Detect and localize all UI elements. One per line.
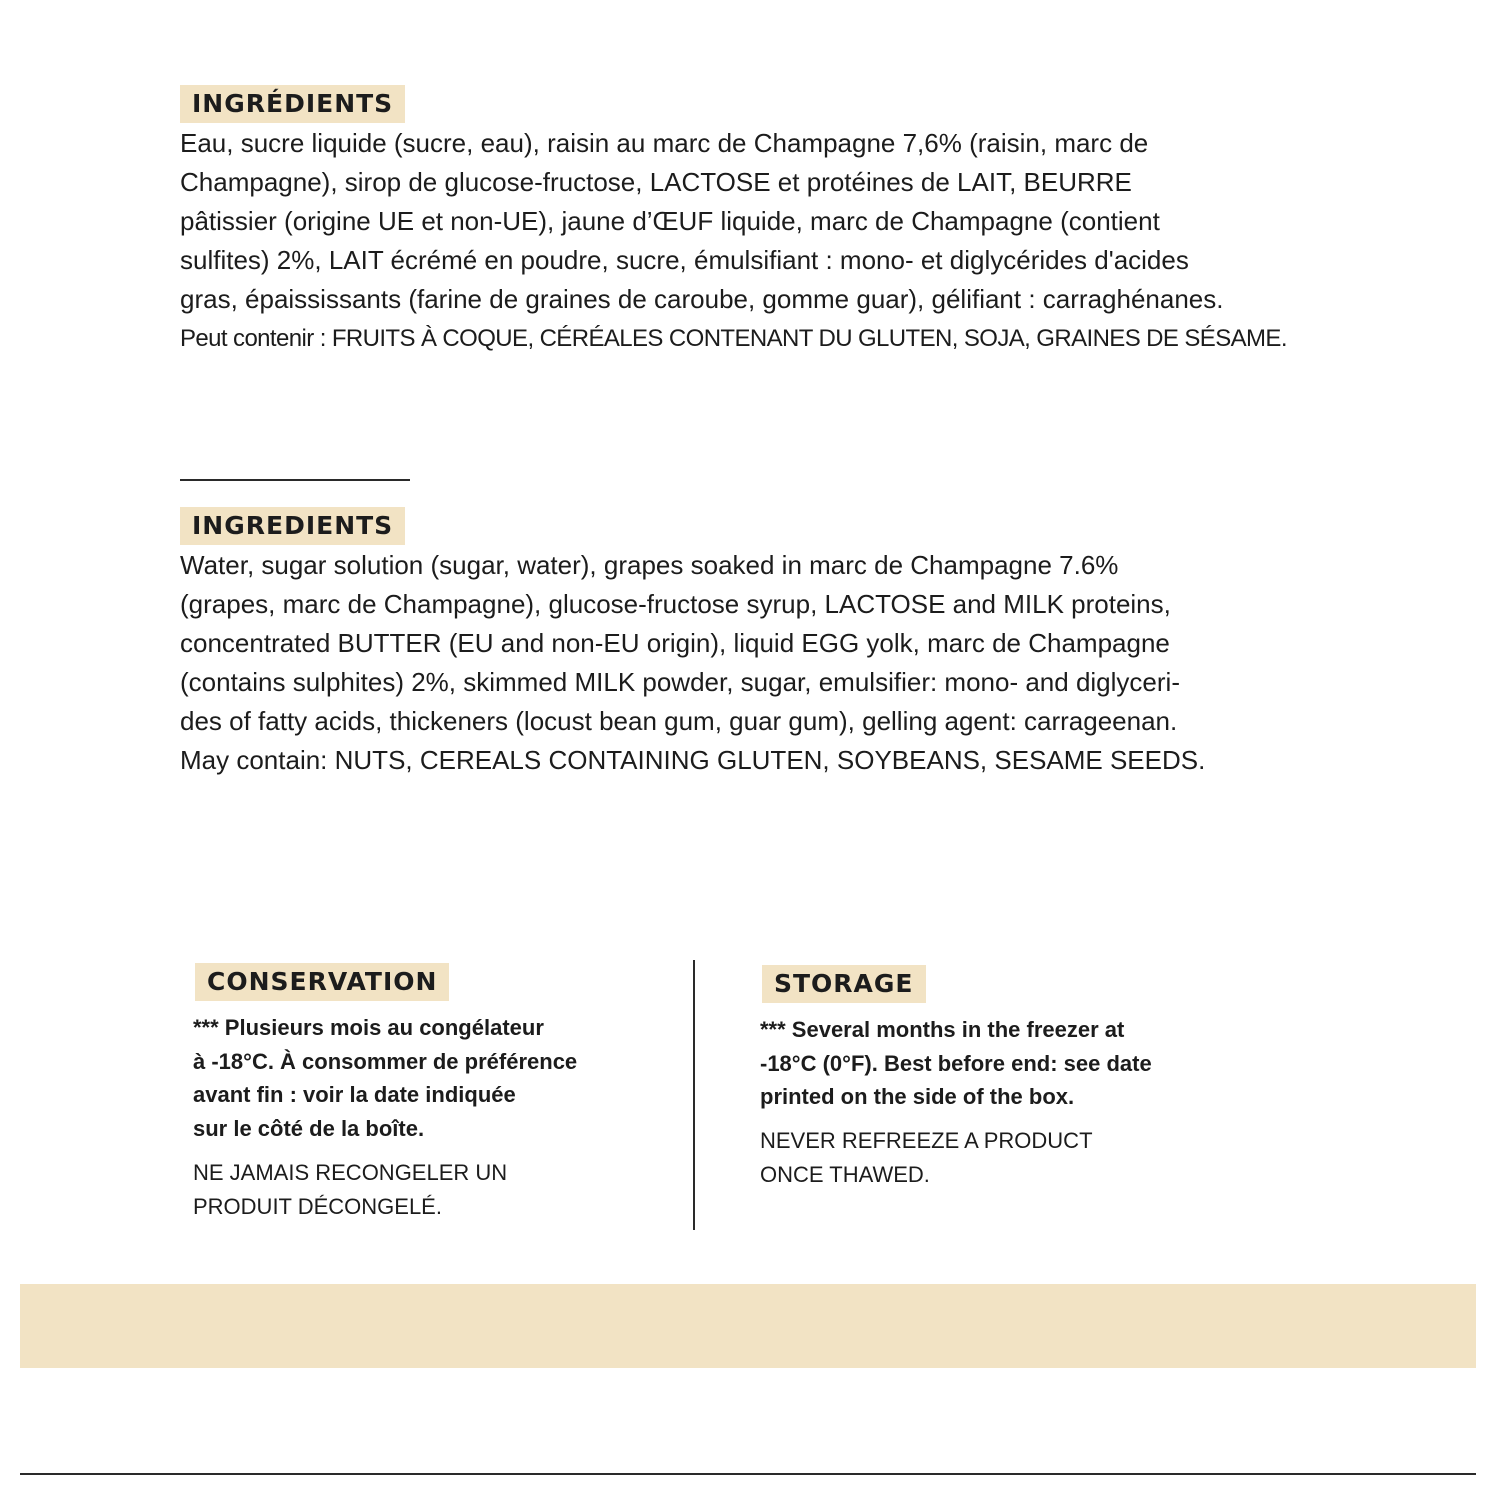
conservation-warning	[193, 1156, 663, 1223]
conservation-heading: CONSERVATION	[195, 963, 449, 1001]
ingredients-fr-heading: INGRÉDIENTS	[180, 85, 405, 123]
storage-text	[760, 1013, 1240, 1114]
conservation-warning-line: PRODUIT DÉCONGELÉ.	[193, 1193, 442, 1219]
ingredients-en-line: concentrated BUTTER (EU and non-EU origin), liquid EGG yolk, marc de Champagne	[180, 628, 1170, 658]
ingredients-en-text	[180, 546, 1300, 780]
ingredients-fr-line: gras, épaississants (farine de graines de caroube, gomme guar), gélifiant : carraghénanes.	[180, 284, 1224, 314]
storage-warning	[760, 1124, 1240, 1191]
ingredients-en-line: (grapes, marc de Champagne), glucose-fructose syrup, LACTOSE and MILK proteins,	[180, 589, 1171, 619]
ingredients-fr-line: sulfites) 2%, LAIT écrémé en poudre, sucre, émulsifiant : mono- et diglycérides d'acides	[180, 245, 1189, 275]
may-contain-fr: Peut contenir : FRUITS À COQUE, CÉRÉALES CONTENANT DU GLUTEN, SOJA, GRAINES DE SÉSAME.	[180, 325, 1287, 352]
storage-line: -18°C (0°F). Best before end: see date	[760, 1050, 1152, 1076]
ingredients-en-heading: INGREDIENTS	[180, 507, 405, 545]
conservation-line: à -18°C. À consommer de préférence	[193, 1048, 578, 1074]
storage-warning-line: ONCE THAWED.	[760, 1161, 930, 1187]
bottom-rule	[20, 1473, 1476, 1475]
ingredients-fr-line: Champagne), sirop de glucose-fructose, LACTOSE et protéines de LAIT, BEURRE	[180, 167, 1132, 197]
storage-line: printed on the side of the box.	[760, 1084, 1075, 1109]
ingredients-en-line: Water, sugar solution (sugar, water), grapes soaked in marc de Champagne 7.6%	[180, 550, 1119, 580]
conservation-line: *** Plusieurs mois au congélateur	[193, 1015, 544, 1040]
conservation-line: avant fin : voir la date indiquée	[193, 1082, 516, 1107]
ingredients-fr-text	[180, 124, 1300, 358]
conservation-line: sur le côté de la boîte.	[193, 1115, 425, 1141]
may-contain-en: May contain: NUTS, CEREALS CONTAINING GLUTEN, SOYBEANS, SESAME SEEDS.	[180, 745, 1206, 775]
ingredients-fr-line: pâtissier (origine UE et non-UE), jaune d’ŒUF liquide, marc de Champagne (contient	[180, 206, 1160, 236]
storage-heading: STORAGE	[762, 965, 926, 1003]
storage-vertical-divider	[693, 960, 695, 1230]
conservation-text	[193, 1011, 663, 1145]
storage-warning-line: NEVER REFREEZE A PRODUCT	[760, 1128, 1093, 1153]
ingredients-en-line: (contains sulphites) 2%, skimmed MILK powder, sugar, emulsifier: mono- and diglyceri-	[180, 667, 1180, 697]
conservation-warning-line: NE JAMAIS RECONGELER UN	[193, 1160, 508, 1185]
ingredients-fr-line: Eau, sucre liquide (sucre, eau), raisin au marc de Champagne 7,6% (raisin, marc de	[180, 128, 1149, 158]
storage-line: *** Several months in the freezer at	[760, 1017, 1125, 1042]
section-divider	[180, 479, 410, 481]
ingredients-en-line: des of fatty acids, thickeners (locust bean gum, guar gum), gelling agent: carrageenan.	[180, 706, 1178, 736]
footer-color-band	[20, 1284, 1476, 1368]
